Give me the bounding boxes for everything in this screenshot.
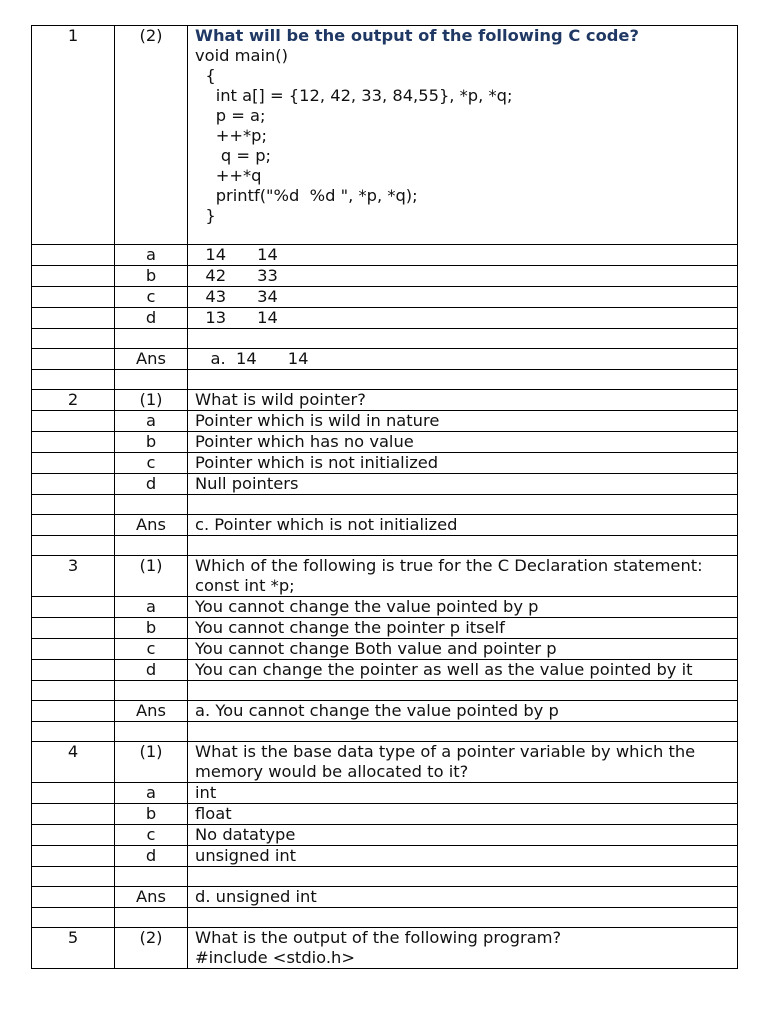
option-text: 42 33 <box>188 266 738 287</box>
option-row <box>32 846 738 867</box>
option-row <box>32 411 738 432</box>
option-label: a <box>115 597 188 618</box>
option-row <box>32 783 738 804</box>
answer-row <box>32 701 738 722</box>
option-text: No datatype <box>188 825 738 846</box>
question-number: 2 <box>32 390 115 411</box>
option-text: int <box>188 783 738 804</box>
question-text: What is the base data type of a pointer variable by which the memory would be allocated to it? <box>188 742 738 783</box>
question-row <box>32 928 738 969</box>
question-number: 1 <box>32 26 115 245</box>
option-row <box>32 308 738 329</box>
option-text: unsigned int <box>188 846 738 867</box>
answer-text: c. Pointer which is not initialized <box>188 515 738 536</box>
option-row <box>32 597 738 618</box>
answer-text: a. You cannot change the value pointed by p <box>188 701 738 722</box>
spacer-row <box>32 536 738 556</box>
question-marks: (1) <box>115 742 188 783</box>
option-text: Pointer which has no value <box>188 432 738 453</box>
option-row <box>32 660 738 681</box>
option-label: c <box>115 287 188 308</box>
question-text: Which of the following is true for the C Declaration statement: const int *p; <box>188 556 738 597</box>
question-table <box>31 25 738 969</box>
question-text <box>188 26 738 245</box>
question-number: 4 <box>32 742 115 783</box>
option-text: 43 34 <box>188 287 738 308</box>
spacer-row <box>32 722 738 742</box>
option-label: a <box>115 245 188 266</box>
question-number: 3 <box>32 556 115 597</box>
option-text: Pointer which is not initialized <box>188 453 738 474</box>
option-row <box>32 804 738 825</box>
option-label: b <box>115 266 188 287</box>
option-label: d <box>115 308 188 329</box>
spacer-row <box>32 908 738 928</box>
option-row <box>32 453 738 474</box>
spacer-row <box>32 495 738 515</box>
option-label: c <box>115 639 188 660</box>
spacer-row <box>32 329 738 349</box>
option-text: float <box>188 804 738 825</box>
answer-row <box>32 515 738 536</box>
answer-row <box>32 349 738 370</box>
answer-label: Ans <box>115 349 188 370</box>
code-snippet: void main() { int a[] = {12, 42, 33, 84,55}, *p, *q; p = a; ++*p; q = p; ++*q printf("%d %d ", *p, *q); } <box>195 46 513 225</box>
option-row <box>32 432 738 453</box>
option-text: You cannot change Both value and pointer p <box>188 639 738 660</box>
option-text: You cannot change the value pointed by p <box>188 597 738 618</box>
answer-text: d. unsigned int <box>188 887 738 908</box>
question-title: What will be the output of the following C code? <box>195 26 639 45</box>
spacer-row <box>32 370 738 390</box>
question-row <box>32 390 738 411</box>
option-label: b <box>115 432 188 453</box>
answer-label: Ans <box>115 887 188 908</box>
option-row <box>32 245 738 266</box>
question-marks: (1) <box>115 390 188 411</box>
option-row <box>32 287 738 308</box>
option-label: a <box>115 783 188 804</box>
option-text: Null pointers <box>188 474 738 495</box>
option-label: b <box>115 618 188 639</box>
option-row <box>32 474 738 495</box>
option-row <box>32 639 738 660</box>
option-text: You cannot change the pointer p itself <box>188 618 738 639</box>
option-label: d <box>115 846 188 867</box>
answer-row <box>32 887 738 908</box>
option-label: d <box>115 474 188 495</box>
question-row <box>32 742 738 783</box>
option-row <box>32 266 738 287</box>
question-marks: (1) <box>115 556 188 597</box>
option-label: b <box>115 804 188 825</box>
option-text: 14 14 <box>188 245 738 266</box>
spacer-row <box>32 681 738 701</box>
answer-label: Ans <box>115 515 188 536</box>
question-marks: (2) <box>115 928 188 969</box>
option-label: c <box>115 453 188 474</box>
option-row <box>32 618 738 639</box>
option-label: d <box>115 660 188 681</box>
question-text: What is wild pointer? <box>188 390 738 411</box>
question-marks: (2) <box>115 26 188 245</box>
option-row <box>32 825 738 846</box>
question-text: What is the output of the following program? #include <stdio.h> <box>188 928 738 969</box>
option-label: a <box>115 411 188 432</box>
option-label: c <box>115 825 188 846</box>
answer-text: a. 14 14 <box>188 349 738 370</box>
question-row <box>32 26 738 245</box>
option-text: 13 14 <box>188 308 738 329</box>
spacer-row <box>32 867 738 887</box>
question-row <box>32 556 738 597</box>
question-number: 5 <box>32 928 115 969</box>
answer-label: Ans <box>115 701 188 722</box>
option-text: You can change the pointer as well as the value pointed by it <box>188 660 738 681</box>
option-text: Pointer which is wild in nature <box>188 411 738 432</box>
